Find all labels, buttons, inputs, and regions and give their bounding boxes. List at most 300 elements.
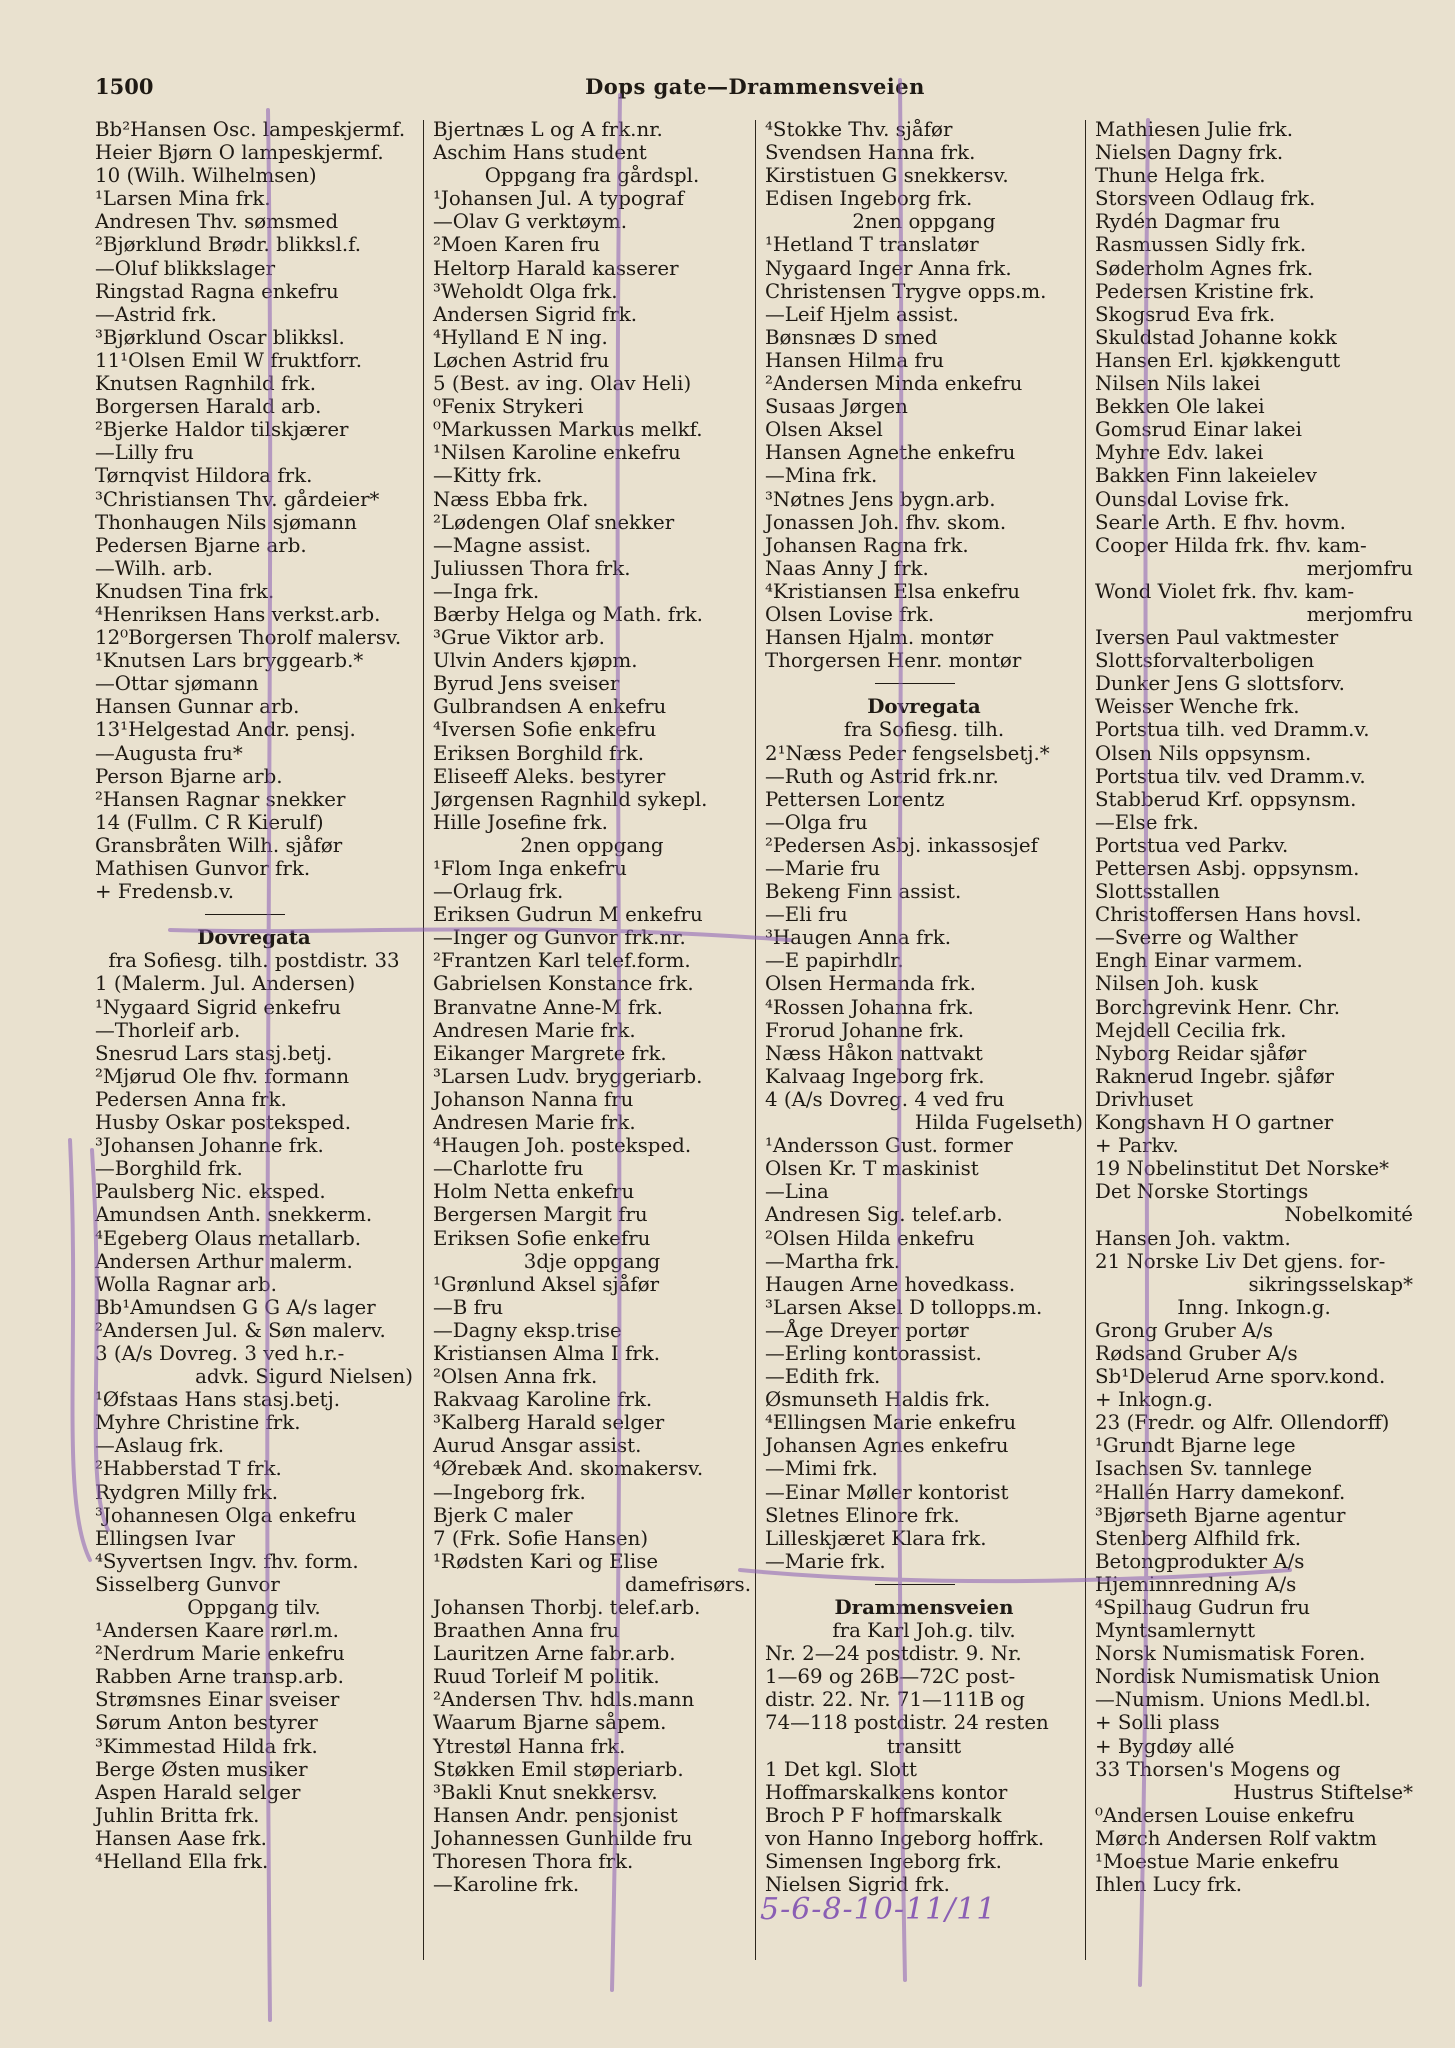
directory-line: Andresen Sig. telef.arb. [765, 1203, 1003, 1227]
directory-line: Olsen Lovise frk. [765, 602, 935, 626]
directory-line: Næss Ebba frk. [433, 487, 589, 511]
directory-line: —Ruth og Astrid frk.nr. [765, 764, 999, 788]
directory-line: —Else frk. [1095, 810, 1199, 834]
directory-line: fra Sofiesg. tilh. postdistr. 33 [108, 949, 400, 973]
directory-line: —Marie fru [765, 857, 881, 880]
directory-line: Slottsforvalterboligen [1095, 649, 1315, 673]
directory-line: ¹Moestue Marie enkefru [1095, 1850, 1340, 1874]
directory-line: ²Olsen Anna frk. [433, 1365, 598, 1389]
directory-line: ²Andersen Thv. hdls.mann [433, 1688, 695, 1712]
directory-line: Nielsen Dagny frk. [1095, 141, 1284, 165]
directory-line: —Marie frk. [765, 1549, 886, 1573]
directory-line: Tørnqvist Hildora frk. [95, 464, 313, 488]
directory-line: —Edith frk. [765, 1365, 881, 1389]
directory-line: Weisser Wenche frk. [1095, 695, 1300, 719]
directory-line: —Lina [765, 1180, 829, 1204]
directory-line: Hoffmarskalkens kontor [765, 1780, 1008, 1804]
directory-line: Searle Arth. E fhv. hovm. [1095, 510, 1346, 534]
directory-line: Ringstad Ragna enkefru [95, 279, 339, 303]
directory-line: —Åge Dreyer portør [765, 1318, 969, 1342]
directory-line: ³Bjørklund Oscar blikksl. [95, 325, 345, 349]
directory-line: von Hanno Ingeborg hoffrk. [765, 1826, 1045, 1850]
directory-line: Skogsrud Eva frk. [1095, 302, 1276, 326]
directory-line: + Solli plass [1095, 1711, 1220, 1735]
directory-line: Bærby Helga og Math. frk. [433, 602, 703, 626]
directory-line: Jonassen Joh. fhv. skom. [765, 510, 1007, 534]
directory-line: —Ingeborg frk. [433, 1480, 586, 1504]
directory-line: Aurud Ansgar assist. [433, 1434, 642, 1458]
directory-line: Sb¹Delerud Arne sporv.kond. [1095, 1365, 1386, 1389]
directory-line: —Astrid frk. [95, 302, 217, 326]
street-heading: Dovregata [197, 925, 311, 950]
directory-line: ⁴Kristiansen Elsa enkefru [765, 579, 1020, 603]
directory-line: Hansen Andr. pensjonist [433, 1803, 678, 1827]
directory-line: ²Olsen Hilda enkefru [765, 1226, 975, 1250]
directory-line: Paulsberg Nic. eksped. [95, 1180, 326, 1204]
directory-line: Bergersen Margit fru [433, 1203, 648, 1227]
directory-line: 2nen oppgang [520, 833, 664, 857]
directory-line: ²Pedersen Asbj. inkassosjef [765, 833, 1038, 857]
directory-line: Drivhuset [1095, 1087, 1194, 1111]
directory-line: Jørgensen Ragnhild sykepl. [433, 787, 708, 811]
directory-line: —Kitty frk. [433, 464, 543, 488]
directory-line: Andresen Thv. sømsmed [95, 210, 339, 234]
directory-line: ³Nøtnes Jens bygn.arb. [765, 487, 996, 511]
directory-line: Hille Josefine frk. [433, 810, 608, 834]
directory-line: Juliussen Thora frk. [433, 556, 631, 580]
directory-line: Nr. 2—24 postdistr. 9. Nr. [765, 1642, 1022, 1666]
directory-line: Gulbrandsen A enkefru [433, 695, 667, 719]
directory-line: Thonhaugen Nils sjømann [95, 510, 357, 534]
directory-line: Støkken Emil støperiarb. [433, 1757, 684, 1781]
directory-line: ³Larsen Aksel D tollopps.m. [765, 1295, 1043, 1319]
directory-line: Pedersen Kristine frk. [1095, 279, 1315, 303]
directory-line: Bjerk C maler [433, 1503, 573, 1527]
street-heading: Drammensveien [834, 1595, 1014, 1619]
directory-line: Olsen Nils oppsynsm. [1095, 741, 1312, 765]
directory-line: Amundsen Anth. snekkerm. [95, 1203, 373, 1227]
directory-line: Husby Oskar posteksped. [95, 1111, 351, 1135]
directory-line: ²Andersen Minda enkefru [765, 372, 1023, 396]
directory-line: ⁴Hylland E N ing. [433, 325, 608, 349]
directory-line: ²Mjørud Ole fhv. formann [95, 1064, 350, 1088]
directory-line: —Karoline frk. [433, 1873, 580, 1897]
directory-line: ²Bjerke Haldor tilskjærer [95, 418, 349, 442]
directory-line: Thoresen Thora frk. [433, 1850, 634, 1874]
directory-line: ⁴Ørebæk And. skomakersv. [433, 1457, 704, 1481]
directory-line: 33 Thorsen's Mogens og [1095, 1757, 1341, 1781]
directory-line: —Einar Møller kontorist [765, 1480, 1009, 1504]
directory-line: Aspen Harald selger [95, 1780, 301, 1804]
directory-line: ⁰Markussen Markus melkf. [433, 418, 703, 442]
directory-line: Heltorp Harald kasserer [433, 256, 679, 280]
directory-line: Braathen Anna fru [433, 1619, 620, 1643]
directory-line: —Orlaug frk. [433, 880, 564, 904]
directory-line: + Parkv. [1095, 1134, 1179, 1158]
directory-line: Borchgrevink Henr. Chr. [1095, 995, 1341, 1019]
directory-line: Norsk Numismatisk Foren. [1095, 1642, 1366, 1666]
directory-line: ⁴Rossen Johanna frk. [765, 995, 974, 1019]
directory-line: Mathisen Gunvor frk. [95, 857, 311, 880]
directory-line: Nilsen Joh. kusk [1095, 972, 1258, 996]
directory-line: ³Bakli Knut snekkersv. [433, 1780, 658, 1804]
directory-line: ²Lødengen Olaf snekker [433, 510, 675, 534]
directory-line: ¹Nilsen Karoline enkefru [433, 441, 681, 465]
directory-line: Sisselberg Gunvor [95, 1572, 280, 1596]
directory-line: —Wilh. arb. [95, 556, 213, 580]
directory-line: Rydgren Milly frk. [95, 1480, 278, 1504]
directory-line: Hansen Agnethe enkefru [765, 441, 1016, 465]
directory-line: ¹Grundt Bjarne lege [1095, 1434, 1296, 1458]
directory-line: 3 (A/s Dovreg. 3 ved h.r.- [95, 1341, 345, 1365]
directory-line: ³Grue Viktor arb. [433, 626, 605, 650]
directory-line: Bønsnæs D smed [765, 325, 938, 349]
directory-line: 23 (Fredr. og Alfr. Ollendorff) [1095, 1411, 1390, 1435]
directory-line: Lilleskjæret Klara frk. [765, 1526, 987, 1550]
directory-line: —Olga fru [765, 810, 868, 834]
directory-line: Bekeng Finn assist. [765, 880, 962, 904]
directory-line: —Charlotte fru [433, 1157, 584, 1181]
directory-line: ¹Nygaard Sigrid enkefru [95, 995, 342, 1019]
directory-line: ⁴Stokke Thv. sjåfør [765, 118, 953, 141]
directory-line: Myntsamlernytt [1095, 1619, 1256, 1643]
directory-line: ¹Andersen Kaare rørl.m. [95, 1619, 339, 1643]
directory-line: Oppgang fra gårdspl. [484, 164, 700, 188]
directory-line: Byrud Jens sveiser [433, 672, 620, 696]
directory-line: merjomfru [1306, 602, 1413, 626]
directory-line: Hansen Joh. vaktm. [1095, 1226, 1291, 1250]
directory-line: Rydén Dagmar fru [1095, 210, 1281, 234]
directory-line: Edisen Ingeborg frk. [765, 187, 973, 211]
directory-line: —Dagny eksp.trise [433, 1318, 622, 1342]
directory-line: ²Hansen Ragnar snekker [95, 787, 346, 811]
directory-line: Eikanger Margrete frk. [433, 1041, 667, 1065]
directory-line: Pedersen Anna frk. [95, 1087, 287, 1111]
directory-line: fra Karl Joh.g. tilv. [832, 1619, 1016, 1643]
directory-line: Olsen Aksel [765, 418, 883, 442]
directory-line: Thune Helga frk. [1095, 164, 1266, 188]
directory-line: Eriksen Borghild frk. [433, 741, 645, 765]
directory-line: ³Kimmestad Hilda frk. [95, 1734, 318, 1758]
directory-line: ¹Johansen Jul. A typograf [433, 187, 685, 211]
directory-line: Olsen Kr. T maskinist [765, 1157, 979, 1181]
directory-line: Mørch Andersen Rolf vaktm [1095, 1826, 1377, 1850]
directory-line: —Inger og Gunvor frk.nr. [433, 926, 686, 950]
directory-line: Hansen Hjalm. montør [765, 626, 994, 650]
running-title: Dops gate—Drammensveien [585, 74, 925, 99]
directory-line: Nordisk Numismatisk Union [1095, 1665, 1381, 1689]
directory-line: + Inkogn.g. [1095, 1388, 1213, 1412]
directory-line: Johanson Nanna fru [433, 1087, 634, 1111]
directory-line: —Lilly fru [95, 441, 194, 465]
directory-line: —Mina frk. [765, 464, 878, 488]
directory-line: ²Andersen Jul. & Søn malerv. [95, 1318, 386, 1342]
handwritten-annotation: 5-6-8-10-11/11 [760, 1892, 997, 1927]
directory-line: Lauritzen Arne fabr.arb. [433, 1642, 676, 1666]
directory-line: Gabrielsen Konstance frk. [433, 972, 694, 996]
directory-line: ⁰Fenix Strykeri [433, 395, 584, 419]
directory-line: Waarum Bjarne såpem. [433, 1711, 667, 1735]
directory-line: Bb¹Amundsen G G A/s lager [95, 1295, 376, 1319]
directory-line: Christensen Trygve opps.m. [765, 279, 1047, 303]
directory-line: Frorud Johanne frk. [765, 1018, 965, 1042]
directory-line: Betongprodukter A/s [1095, 1549, 1305, 1573]
directory-line: ⁴Haugen Joh. posteksped. [433, 1134, 692, 1158]
directory-line: Portstua ved Parkv. [1095, 833, 1289, 857]
directory-line: Engh Einar varmem. [1095, 949, 1303, 973]
directory-line: —Thorleif arb. [95, 1018, 241, 1042]
directory-line: Susaas Jørgen [765, 395, 908, 419]
directory-line: ²Moen Karen fru [433, 233, 601, 257]
directory-line: —Augusta fru* [95, 741, 243, 765]
directory-line: Nobelkomité [1284, 1203, 1413, 1227]
directory-line: Christoffersen Hans hovsl. [1095, 903, 1362, 927]
directory-line: Eliseeff Aleks. bestyrer [433, 764, 666, 788]
directory-line: Aschim Hans student [433, 141, 647, 165]
directory-line: 2nen oppgang [852, 210, 996, 234]
directory-line: Bb²Hansen Osc. lampeskjermf. [95, 118, 406, 141]
directory-line: ⁴Egeberg Olaus metallarb. [95, 1226, 362, 1250]
directory-line: Sørum Anton bestyrer [95, 1711, 318, 1735]
directory-line: Simensen Ingeborg frk. [765, 1850, 1002, 1874]
directory-line: —Martha frk. [765, 1249, 901, 1273]
directory-line: Ruud Torleif M politik. [433, 1665, 660, 1689]
directory-line: Johansen Thorbj. telef.arb. [433, 1596, 701, 1619]
directory-line: —Leif Hjelm assist. [765, 302, 959, 326]
directory-line: 4 (A/s Dovreg. 4 ved fru [765, 1087, 1005, 1111]
directory-line: Bekken Ole lakei [1095, 395, 1265, 419]
directory-line: Pedersen Bjarne arb. [95, 533, 307, 557]
directory-line: Juhlin Britta frk. [95, 1803, 260, 1827]
directory-line: ³Johansen Johanne frk. [95, 1134, 324, 1158]
page-number: 1500 [95, 74, 154, 99]
directory-line: Stenberg Alfhild frk. [1095, 1526, 1302, 1550]
directory-line: Bjertnæs L og A frk.nr. [433, 118, 663, 141]
directory-line: Ulvin Anders kjøpm. [433, 649, 638, 673]
directory-line: Kalvaag Ingeborg frk. [765, 1064, 985, 1088]
directory-line: Wolla Ragnar arb. [95, 1272, 277, 1296]
directory-line: Portstua tilh. ved Dramm.v. [1095, 718, 1370, 742]
directory-line: Johannessen Gunhilde fru [433, 1826, 693, 1850]
directory-line: —Aslaug frk. [95, 1434, 225, 1458]
directory-line: Thorgersen Henr. montør [765, 649, 1022, 673]
directory-line: Andersen Sigrid frk. [433, 302, 638, 326]
directory-line: Kirstistuen G snekkersv. [765, 164, 1009, 188]
directory-line: ⁴Iversen Sofie enkefru [433, 718, 657, 742]
directory-line: Nielsen Sigrid frk. [765, 1873, 950, 1897]
directory-line: Ounsdal Lovise frk. [1095, 487, 1290, 511]
directory-line: sikringsselskap* [1248, 1272, 1413, 1296]
directory-line: Snesrud Lars stasj.betj. [95, 1041, 333, 1065]
directory-line: Heier Bjørn O lampeskjermf. [95, 141, 384, 165]
directory-line: Myhre Christine frk. [95, 1411, 301, 1435]
directory-line: ¹Andersson Gust. former [765, 1134, 1013, 1158]
directory-line: transitt [886, 1734, 962, 1758]
directory-line: Ihlen Lucy frk. [1095, 1873, 1243, 1897]
directory-line: 21 Norske Liv Det gjens. for- [1095, 1249, 1386, 1273]
directory-line: Ellingsen Ivar [95, 1526, 235, 1550]
directory-line: Wond Violet frk. fhv. kam- [1095, 579, 1355, 603]
directory-line: ¹Grønlund Aksel sjåfør [433, 1272, 660, 1296]
directory-line: 11¹Olsen Emil W fruktforr. [95, 348, 362, 372]
directory-line: —Ottar sjømann [95, 672, 259, 696]
directory-line: Pettersen Asbj. oppsynsm. [1095, 857, 1360, 880]
directory-line: ⁴Henriksen Hans verkst.arb. [95, 602, 381, 626]
directory-line: Øsmunseth Haldis frk. [765, 1388, 991, 1412]
directory-line: Kristiansen Alma I frk. [433, 1341, 661, 1365]
directory-line: Haugen Arne hovedkass. [765, 1272, 1016, 1296]
directory-line: Andersen Arthur malerm. [95, 1249, 353, 1273]
directory-line: 5 (Best. av ing. Olav Heli) [433, 372, 692, 396]
directory-line: ⁰Andersen Louise enkefru [1095, 1803, 1355, 1827]
directory-line: ³Bjørseth Bjarne agentur [1095, 1503, 1346, 1527]
directory-line: Borgersen Harald arb. [95, 395, 322, 419]
directory-line: Iversen Paul vaktmester [1095, 626, 1339, 650]
directory-line: ¹Larsen Mina frk. [95, 187, 271, 211]
directory-line: Knutsen Ragnhild frk. [95, 372, 317, 396]
directory-line: 12⁰Borgersen Thorolf malersv. [95, 626, 402, 650]
directory-line: Det Norske Stortings [1095, 1180, 1309, 1204]
directory-line: Strømsnes Einar sveiser [95, 1688, 340, 1712]
directory-line: 1 (Malerm. Jul. Andersen) [95, 972, 356, 996]
directory-line: Rødsand Gruber A/s [1095, 1341, 1298, 1365]
directory-line: Hustrus Stiftelse* [1233, 1780, 1413, 1804]
directory-line: Johansen Ragna frk. [765, 533, 969, 557]
directory-line: ³Weholdt Olga frk. [433, 279, 618, 303]
directory-line: Næss Håkon nattvakt [765, 1041, 983, 1065]
directory-line: Nygaard Inger Anna frk. [765, 256, 1012, 280]
directory-line: ¹Øfstaas Hans stasj.betj. [95, 1388, 341, 1412]
directory-line: Skuldstad Johanne kokk [1095, 325, 1337, 349]
directory-line: ³Christiansen Thv. gårdeier* [95, 487, 380, 511]
directory-line: ²Hallén Harry damekonf. [1095, 1480, 1346, 1504]
directory-line: ¹Hetland T translatør [765, 233, 979, 257]
directory-line: Knudsen Tina frk. [95, 579, 275, 603]
directory-line: Isachsen Sv. tannlege [1095, 1457, 1313, 1481]
directory-line: ⁴Helland Ella frk. [95, 1850, 269, 1874]
directory-line: Hjeminnredning A/s [1095, 1572, 1297, 1596]
directory-line: —Oluf blikkslager [95, 256, 276, 280]
directory-line: ³Johannesen Olga enkefru [95, 1503, 357, 1527]
directory-line: Slottsstallen [1095, 880, 1220, 904]
directory-line: Portstua tilv. ved Dramm.v. [1095, 764, 1366, 788]
directory-line: Myhre Edv. lakei [1095, 441, 1264, 465]
directory-line: ¹Flom Inga enkefru [433, 857, 627, 880]
directory-line: Mejdell Cecilia frk. [1095, 1018, 1287, 1042]
directory-line: Olsen Hermanda frk. [765, 972, 976, 996]
directory-line: ⁴Syvertsen Ingv. fhv. form. [95, 1549, 359, 1573]
directory-line: —Eli fru [765, 903, 848, 927]
directory-line: 7 (Frk. Sofie Hansen) [433, 1526, 649, 1550]
directory-line: Gomsrud Einar lakei [1095, 418, 1302, 442]
directory-line: distr. 22. Nr. 71—111B og [765, 1688, 1025, 1712]
directory-line: Svendsen Hanna frk. [765, 141, 976, 165]
directory-line: 10 (Wilh. Wilhelmsen) [95, 164, 317, 188]
directory-line: Person Bjarne arb. [95, 764, 283, 788]
directory-line: Sletnes Elinore frk. [765, 1503, 960, 1527]
directory-line: —E papirhdlr. [765, 949, 904, 973]
directory-line: Nyborg Reidar sjåfør [1095, 1041, 1307, 1065]
directory-line: 3dje oppgang [523, 1249, 661, 1273]
directory-line: Grong Gruber A/s [1095, 1318, 1274, 1342]
directory-line: 74—118 postdistr. 24 resten [765, 1711, 1049, 1735]
directory-line: Hilda Fugelseth) [914, 1111, 1083, 1135]
directory-line: + Bygdøy allé [1095, 1734, 1235, 1758]
directory-line: Rakvaag Karoline frk. [433, 1388, 653, 1412]
directory-line: Broch P F hoffmarskalk [765, 1803, 1002, 1827]
directory-line: Holm Netta enkefru [433, 1180, 635, 1204]
directory-line: Hansen Erl. kjøkkengutt [1095, 348, 1341, 372]
directory-line: Hansen Aase frk. [95, 1826, 267, 1850]
directory-line: advk. Sigurd Nielsen) [195, 1365, 413, 1389]
directory-line: Berge Østen musiker [95, 1757, 308, 1781]
directory-line: Bakken Finn lakeielev [1095, 464, 1317, 488]
directory-line: —Sverre og Walther [1095, 926, 1298, 950]
directory-line: Mathiesen Julie frk. [1095, 118, 1294, 141]
directory-line: ²Nerdrum Marie enkefru [95, 1642, 345, 1666]
directory-line: ³Kalberg Harald selger [433, 1411, 665, 1435]
directory-line: Cooper Hilda frk. fhv. kam- [1095, 533, 1367, 557]
directory-line: Eriksen Gudrun M enkefru [433, 903, 703, 927]
directory-line: —Borghild frk. [95, 1157, 243, 1181]
directory-line: ⁴Spilhaug Gudrun fru [1095, 1596, 1310, 1619]
directory-line: Gransbråten Wilh. sjåfør [95, 833, 343, 857]
directory-line: damefrisørs. [625, 1572, 751, 1596]
directory-line: ¹Knutsen Lars bryggearb.* [95, 649, 364, 673]
directory-line: Pettersen Lorentz [765, 787, 945, 811]
directory-line: Branvatne Anne-M frk. [433, 995, 663, 1019]
directory-line: Hansen Hilma fru [765, 348, 944, 372]
directory-line: —Mimi frk. [765, 1457, 878, 1481]
directory-line: Hansen Gunnar arb. [95, 695, 300, 719]
directory-line: 14 (Fullm. C R Kierulf) [95, 810, 324, 834]
directory-line: —Numism. Unions Medl.bl. [1095, 1688, 1371, 1712]
directory-line: Raknerud Ingebr. sjåfør [1095, 1064, 1334, 1088]
directory-line: merjomfru [1306, 556, 1413, 580]
directory-line: Eriksen Sofie enkefru [433, 1226, 651, 1250]
directory-line: fra Sofiesg. tilh. [843, 718, 1005, 742]
directory-line: Johansen Agnes enkefru [765, 1434, 1009, 1458]
directory-line: Rabben Arne transp.arb. [95, 1665, 344, 1689]
directory-line: ³Larsen Ludv. bryggeriarb. [433, 1064, 703, 1088]
directory-line: Oppgang tilv. [187, 1596, 321, 1619]
directory-line: ²Frantzen Karl telef.form. [433, 949, 691, 973]
directory-line: ²Habberstad T frk. [95, 1457, 282, 1481]
directory-line: ¹Rødsten Kari og Elise [433, 1549, 659, 1573]
directory-line: —Erling kontorassist. [765, 1341, 982, 1365]
directory-line: ²Bjørklund Brødr. blikksl.f. [95, 233, 362, 257]
directory-line: —B fru [433, 1295, 504, 1319]
directory-line: 1 Det kgl. Slott [765, 1757, 917, 1781]
directory-line: —Inga frk. [433, 579, 540, 603]
directory-line: Andresen Marie frk. [433, 1018, 636, 1042]
directory-line: Andresen Marie frk. [433, 1111, 636, 1135]
directory-line: Stabberud Krf. oppsynsm. [1095, 787, 1357, 811]
directory-line: + Fredensb.v. [95, 880, 235, 904]
directory-line: Søderholm Agnes frk. [1095, 256, 1314, 280]
directory-line: Løchen Astrid fru [433, 348, 610, 372]
directory-line: Dunker Jens G slottsforv. [1095, 672, 1345, 696]
directory-line: —Magne assist. [433, 533, 592, 557]
street-heading: Dovregata [867, 694, 981, 719]
directory-line: Nilsen Nils lakei [1095, 372, 1261, 396]
directory-line: ⁴Ellingsen Marie enkefru [765, 1411, 1017, 1435]
directory-line: Ytrestøl Hanna frk. [433, 1734, 626, 1758]
directory-line: 2¹Næss Peder fengselsbetj.* [765, 741, 1050, 765]
directory-line: Storsveen Odlaug frk. [1095, 187, 1316, 211]
directory-line: 1—69 og 26B—72C post- [765, 1665, 1016, 1689]
directory-line: Naas Anny J frk. [765, 556, 929, 580]
